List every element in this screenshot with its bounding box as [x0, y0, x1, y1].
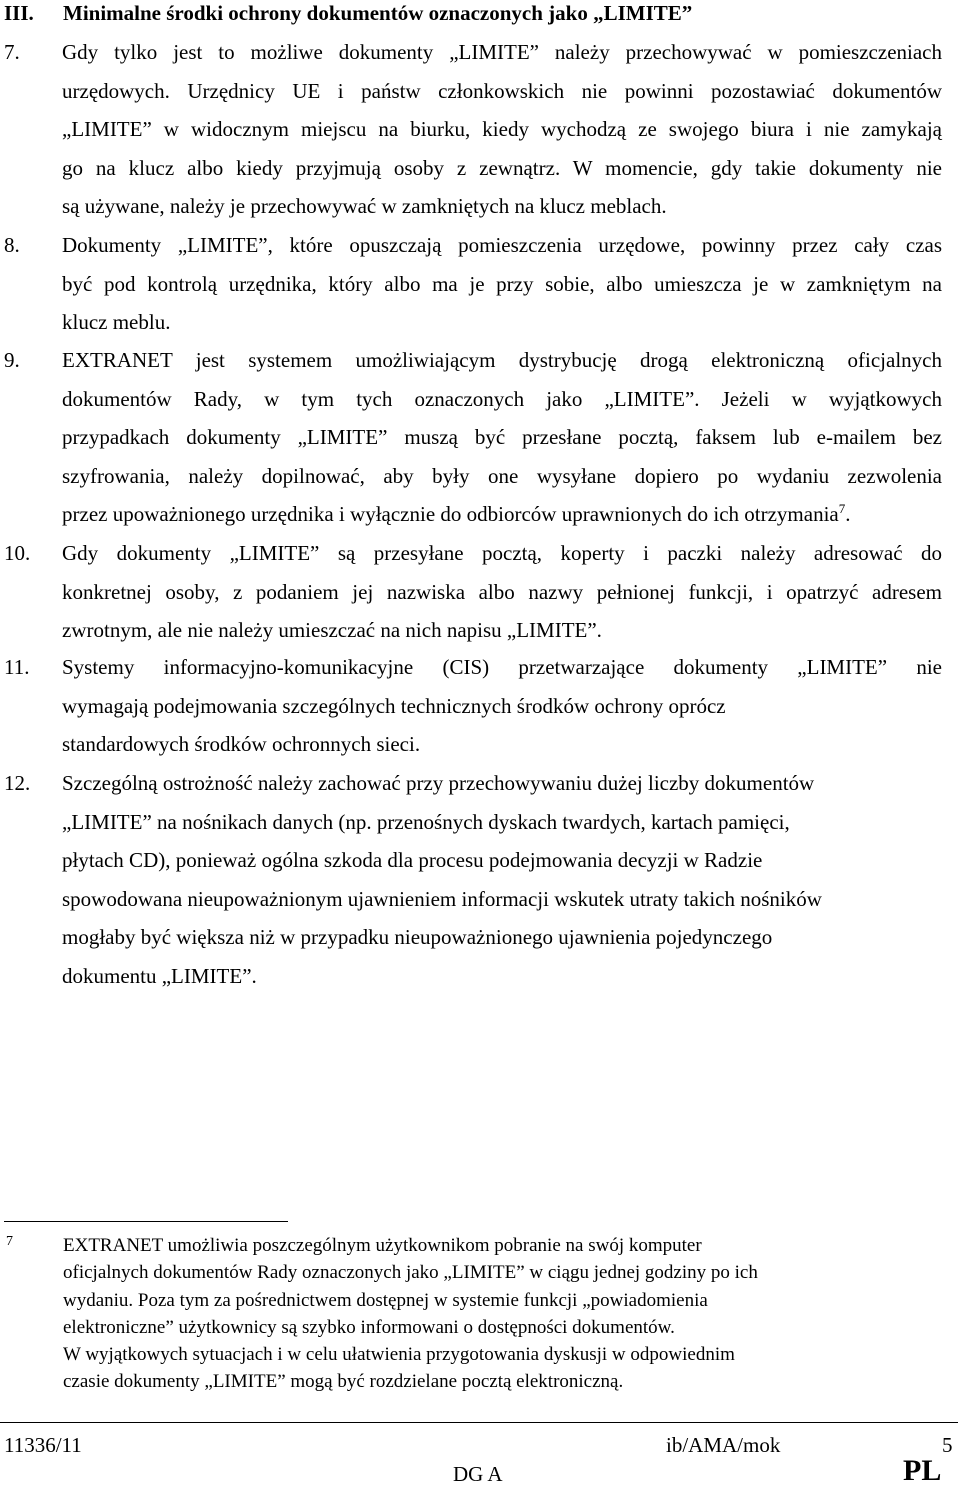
- paragraph-text: [62, 33, 942, 226]
- line-end-punctuation: .: [845, 502, 851, 527]
- paragraph-10: [0, 534, 960, 650]
- text-line: dokumentu „LIMITE”.: [62, 963, 257, 988]
- text-line: szyfrowania, należy dopilnować, aby były one wysyłane dopiero po wydaniu zezwolenia: [62, 463, 942, 488]
- text-line: przypadkach dokumenty „LIMITE” muszą być przesłane pocztą, faksem lub e-mailem bez: [62, 425, 942, 450]
- paragraph-number: 7.: [4, 40, 20, 64]
- text-line: spowodowana nieupoważnionym ujawnieniem informacji wskutek utraty takich nośników: [62, 886, 822, 911]
- paragraph-text: [62, 648, 942, 764]
- footnote-separator: [4, 1221, 288, 1222]
- paragraph-number: 11.: [4, 655, 30, 679]
- text-line: mogłaby być większa niż w przypadku nieupoważnionego ujawnienia pojedynczego: [62, 925, 773, 950]
- text-line: klucz meblu.: [62, 310, 171, 335]
- paragraph-12: [0, 764, 960, 996]
- section-number: III.: [4, 1, 34, 25]
- paragraph-9: [0, 341, 960, 534]
- text-line: Szczególną ostrożność należy zachować przy przechowywaniu dużej liczby dokumentów: [62, 771, 815, 795]
- paragraph-number: 10.: [4, 541, 31, 565]
- text-line: go na klucz albo kiedy przyjmują osoby z zewnątrz. W momencie, gdy takie dokumenty nie: [62, 155, 942, 180]
- footnote-text: [63, 1232, 943, 1396]
- text-line: urzędowych. Urzędnicy UE i państw członkowskich nie powinni pozostawiać dokumentów: [62, 78, 942, 103]
- text-line: są używane, należy je przechowywać w zamkniętych na klucz meblach.: [62, 194, 667, 219]
- text-line: „LIMITE” na nośnikach danych (np. przenośnych dyskach twardych, kartach pamięci,: [62, 809, 790, 834]
- paragraph-text: [62, 341, 942, 534]
- author-reference: ib/AMA/mok: [666, 1433, 781, 1457]
- text-line: Gdy dokumenty „LIMITE” są przesyłane pocztą, koperty i paczki należy adresować do: [62, 541, 942, 565]
- footnote-line: wydaniu. Poza tym za pośrednictwem dostępnej w systemie funkcji „powiadomienia: [63, 1289, 708, 1311]
- text-line: Gdy tylko jest to możliwe dokumenty „LIMITE” należy przechowywać w pomieszczeniach: [62, 40, 942, 64]
- text-line: dokumentów Rady, w tym tych oznaczonych jako „LIMITE”. Jeżeli w wyjątkowych: [62, 386, 942, 411]
- text-line: konkretnej osoby, z podaniem jej nazwiska albo nazwy pełnionej funkcji, i opatrzyć adresem: [62, 579, 942, 604]
- section-title: Minimalne środki ochrony dokumentów oznaczonych jako „LIMITE”: [63, 1, 693, 25]
- text-line: wymagają podejmowania szczególnych technicznych środków ochrony oprócz: [62, 693, 726, 718]
- text-line-content: przez upoważnionego urzędnika i wyłącznie do odbiorców uprawnionych do ich otrzymania: [62, 502, 839, 527]
- text-line: „LIMITE” w widocznym miejscu na biurku, kiedy wychodzą ze swojego biura i nie zamykają: [62, 117, 942, 142]
- document-number: 11336/11: [4, 1433, 82, 1457]
- page-number: 5: [942, 1433, 953, 1457]
- footer-separator: [0, 1422, 958, 1423]
- text-line: być pod kontrolą urzędnika, który albo ma je przy sobie, albo umieszcza je w zamkniętym na: [62, 271, 942, 296]
- paragraph-text: [62, 534, 942, 650]
- footnote-line: EXTRANET umożliwia poszczególnym użytkownikom pobranie na swój komputer: [63, 1235, 702, 1256]
- paragraph-7: [0, 33, 960, 226]
- paragraph-text: [62, 226, 942, 342]
- text-line: EXTRANET jest systemem umożliwiającym dystrybucję drogą elektroniczną oficjalnych: [62, 348, 942, 372]
- text-line: standardowych środków ochronnych sieci.: [62, 732, 421, 757]
- footnote-reference[interactable]: 7: [838, 501, 846, 517]
- text-line: zwrotnym, ale nie należy umieszczać na nich napisu „LIMITE”.: [62, 618, 602, 643]
- directorate-general: DG A: [453, 1462, 503, 1486]
- paragraph-number: 12.: [4, 771, 31, 795]
- paragraph-text: [62, 764, 942, 996]
- paragraph-11: [0, 648, 960, 764]
- text-line: Systemy informacyjno-komunikacyjne (CIS) przetwarzające dokumenty „LIMITE” nie: [62, 655, 942, 679]
- language-code: PL: [903, 1454, 942, 1487]
- footnote-line: oficjalnych dokumentów Rady oznaczonych jako „LIMITE” w ciągu jednej godziny po ich: [63, 1262, 758, 1284]
- text-line: Dokumenty „LIMITE”, które opuszczają pomieszczenia urzędowe, powinny przez cały czas: [62, 233, 942, 257]
- text-line: płytach CD), ponieważ ogólna szkoda dla procesu podejmowania decyzji w Radzie: [62, 848, 763, 873]
- footnote-line: W wyjątkowych sytuacjach i w celu ułatwienia przygotowania dyskusji w odpowiednim: [63, 1344, 735, 1366]
- footnote-line: elektroniczne” użytkownicy są szybko informowani o dostępności dokumentów.: [63, 1316, 675, 1338]
- section-heading: [0, 0, 960, 26]
- paragraph-8: [0, 226, 960, 342]
- paragraph-number: 9.: [4, 348, 20, 372]
- paragraph-number: 8.: [4, 233, 20, 257]
- footnote-number: 7: [6, 1234, 13, 1249]
- page-footer: [0, 1430, 960, 1485]
- text-line: [62, 495, 942, 534]
- footnote-line: czasie dokumenty „LIMITE” mogą być rozdzielane pocztą elektroniczną.: [63, 1371, 624, 1393]
